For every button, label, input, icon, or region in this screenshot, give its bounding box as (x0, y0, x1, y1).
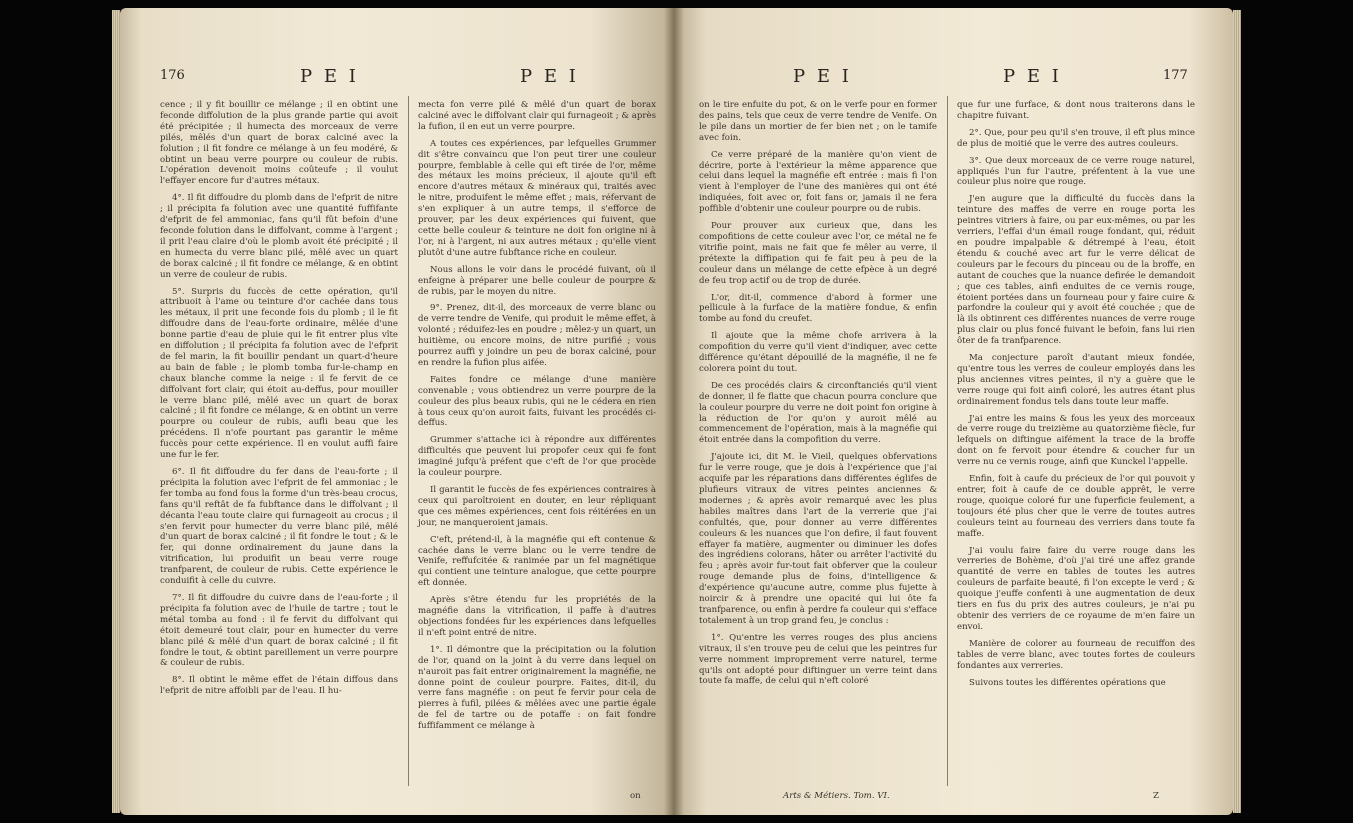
book-gutter (664, 8, 684, 815)
signature-line: Arts & Métiers. Tom. VI. (783, 791, 890, 801)
paragraph: 7°. Il fit diffoudre du cuivre dans de l'eau-forte ; il précipita fa folution avec de l'huile de tartre ; tout le métal tomba au fond : il fe fervit du diffolvant qui étoit demeuré tout clair, pour en humecter du verre blanc pilé & mêlé d'un quart de borax calciné ; il fit fondre le tout, & obtint pareillement un verre pourpre & couleur de rubis. (160, 592, 398, 669)
right-page-column-1 (699, 100, 937, 693)
paragraph: De ces procédés clairs & circonftanciés qu'il vient de donner, il fe flatte que chacun pourra conclure que la couleur pourpre du verre ne doit point fon origine à la réduction de l'or qu'on y auroit mêlé au commencement de l'opération, mais à la magnéfie qui étoit entrée dans la compofition du verre. (699, 380, 937, 446)
paragraph: mecta fon verre pilé & mêlé d'un quart de borax calciné avec le diffolvant clair qui furnageoit ; & après la fufion, il en eut un verre pourpre. (418, 100, 656, 132)
paragraph: cence ; il y fit bouillir ce mélange ; il en obtint une feconde diffolution de la plus grande partie qui avoit été précipitée ; il humecta des morceaux de verre pilés, mêlés d'un quart de borax calciné avec la folution ; il fit fondre ce mélange à un feu modéré, & obtint un beau verre pourpre ou couleur de rubis. L'opération devenoit moins coûteufe ; il voulut l'effayer encore fur d'autres métaux. (160, 100, 398, 187)
paragraph: L'or, dit-il, commence d'abord à former une pellicule à la furface de la matière fondue, & enfin tombe au fond du creufet. (699, 292, 937, 325)
right-page (673, 8, 1233, 815)
page-number-right: 177 (1163, 68, 1188, 83)
paragraph: 2°. Que, pour peu qu'il s'en trouve, il eft plus mince de plus de moitié que le verre des autres couleurs. (957, 127, 1195, 149)
left-page (120, 8, 673, 815)
right-page-column-2 (957, 100, 1195, 694)
paragraph: 3°. Que deux morceaux de ce verre rouge naturel, appliqués l'un fur l'autre, préfentent à la vue une couleur plus noire que rouge. (957, 155, 1195, 188)
paragraph: J'ai entre les mains & fous les yeux des morceaux de verre rouge du treizième au quatorzième fiècle, fur lefquels on diftingue aifément la trace de la broffe dont on fe fervoit pour étendre & coucher fur un verre nu ce vernis rouge, ainfi que Kunckel l'appelle. (957, 413, 1195, 468)
paragraph: J'ai voulu faire faire du verre rouge dans les verreries de Bohème, d'où j'ai tiré une affez grande quantité de verre en tables de toutes les autres couleurs de parfaite beauté, fi l'on excepte le verd ; & quoique j'euffe confenti à une augmentation de deux tiers en fus du prix des autres couleurs, je n'ai pu obtenir des verriers de ce royaume de m'en faire un envoi. (957, 545, 1195, 632)
left-page-column-1 (160, 100, 398, 703)
page-number-left: 176 (160, 68, 185, 83)
paragraph: Ce verre préparé de la manière qu'on vient de décrire, porte à l'extérieur la même apparence que celui dans lequel la magnéfie eft entrée : mais fi l'on vient à l'employer de l'une des manières qui ont été indiquées, foit avec or, foit fans or, jamais il ne fera poffible d'obtenir une couleur pourpre ou de rubis. (699, 149, 937, 215)
paragraph: A toutes ces expériences, par lefquelles Grummer dit s'être convaincu que l'on peut tirer une couleur pourpre, femblable à celle qui eft tirée de l'or, même des métaux les moins précieux, il ajoute qu'il eft encore d'autres métaux & minéraux qui, traités avec le nitre, produifent le même effet ; mais, réfervant de s'en expliquer à un autre temps, il s'efforce de prouver, par les deux expériences qui fuivent, que cette belle couleur & teinture ne doit fon origine ni à l'or, ni à l'argent, ni aux autres métaux ; qu'elle vient plutôt d'une autre fubftance riche en couleur. (418, 138, 656, 258)
paragraph: C'eft, prétend-il, à la magnéfie qui eft contenue & cachée dans le verre blanc ou le verre tendre de Venife, reffufcitée & ranimée par un fel magnétique qui contient une teinture analogue, que cette pourpre eft donnée. (418, 534, 656, 589)
paragraph: J'en augure que la difficulté du fuccès dans la teinture des maffes de verre en rouge porta les peintres vitriers à faire, ou par eux-mêmes, ou par les verriers, l'effai d'un émail rouge fondant, qui, réduit en poudre impalpable & détrempé à l'eau, étoit étendu & couché avec art fur le verre délicat de couleurs par le fecours du pinceau ou de la broffe, en autant de couches que la nuance defirée le demandoit ; que ces tables, ainfi enduites de ce vernis rouge, étoient portées dans un fourneau pour y faire cuire & parfondre la couleur qui y avoit été couchée ; que de là ils obtinrent ces différentes nuances de verre rouge plus clair ou plus foncé fuivant le befoin, fans lui rien ôter de fa tranfparence. (957, 194, 1195, 347)
running-head-right-b: P E I (1003, 66, 1062, 87)
paragraph: que fur une furface, & dont nous traiterons dans le chapitre fuivant. (957, 100, 1195, 121)
running-head-left-a: P E I (300, 66, 359, 87)
paragraph: J'ajoute ici, dit M. le Vieil, quelques obfervations fur le verre rouge, que je dois à l'expérience que j'ai acquife par les réparations dans différentes églifes de plufieurs vitraux de vitres peintes anciennes & modernes ; & après avoir remarqué avec les plus habiles maîtres dans l'art de la verrerie que j'ai confultés, que, pour donner au verre différentes couleurs & les nuances que l'on defire, il faut fouvent effayer fa matière, augmenter ou diminuer les dofes des ingrédiens colorans, hâter ou arrêter l'activité du feu ; après avoir fur-tout fait obferver que la couleur rouge demande plus de foins, d'intelligence & d'expérience qu'aucune autre, comme plus fujette à noircir & à prendre une opacité qui lui ôte fa tranfparence, ou enfin à perdre fa couleur qui s'efface totalement à un trop grand feu, je conclus : (699, 452, 937, 626)
catchword: on (630, 791, 641, 801)
paragraph: 9°. Prenez, dit-il, des morceaux de verre blanc ou de verre tendre de Venife, qui produit le même effet, à volonté ; réduifez-les en poudre ; mêlez-y un quart, un huitième, ou encore moins, de nitre purifié ; vous pourrez auffi y joindre un peu de borax calciné, pour en rendre la fufion plus aifée. (418, 303, 656, 368)
paragraph: 1°. Il démontre que la précipitation ou la folution de l'or, quand on la joint à du verre dans lequel on n'auroit pas fait entrer originairement la magnéfie, ne donne point de couleur pourpre. Faites, dit-il, du verre fans magnéfie : on peut fe fervir pour cela de pierres à fufil, pilées & mêlées avec une partie égale de fel de tartre ou de potaffe : on fait fondre fuffifamment ce mélange à (418, 644, 656, 732)
paragraph: Grummer s'attache ici à répondre aux différentes difficultés que peuvent lui propofer ceux qui fe font imaginé jufqu'à préfent que c'eft de l'or que procède la couleur pourpre. (418, 435, 656, 479)
paragraph: on le tire enfuite du pot, & on le verfe pour en former des pains, tels que ceux de verre tendre de Venife. On le pile dans un mortier de fer bien net ; on le tamife avec foin. (699, 100, 937, 143)
paragraph: Suivons toutes les différentes opérations que (969, 677, 1166, 688)
paragraph: Après s'être étendu fur les propriétés de la magnéfie dans la vitrification, il paffe à d'autres objections fondées fur les expériences dans lefquelles il n'eft point entré de nitre. (418, 595, 656, 638)
paragraph: Ma conjecture paroît d'autant mieux fondée, qu'entre tous les verres de couleur employés dans les plus anciennes vitres peintes, il n'y a guère que le verre rouge qui foit ainfi coloré, les autres étant plus ordinairement fondus tels dans toute leur maffe. (957, 353, 1195, 407)
running-head-left-b: P E I (520, 66, 579, 87)
column-rule (947, 96, 948, 786)
paragraph: Il garantit le fuccès de fes expériences contraires à ceux qui paroîtroient en douter, en leur répliquant que ces mêmes expériences, cent fois réitérées en un jour, ne manqueroient jamais. (418, 485, 656, 528)
paragraph: Manière de colorer au fourneau de recuiffon des tables de verre blanc, avec toutes fortes de couleurs fondantes aux verreries. (957, 638, 1195, 671)
page-edges-right (1233, 10, 1241, 813)
paragraph: 6°. Il fit diffoudre du fer dans de l'eau-forte ; il précipita la folution avec l'efprit de fel ammoniac ; le fer tomba au fond fous la forme d'un très-beau crocus, fans qu'il reftât de fa fubftance dans le diffolvant ; il décanta l'eau toute claire qui furnageoit au crocus ; il s'en fervit pour humecter du verre blanc pilé, mêlé d'un quart de borax calciné ; il fit fondre le tout ; & le fer, qui donne ordinairement du jaune dans la vitrification, lui produifit un beau verre rouge tranfparent, de couleur de rubis. Cette expérience le conduifit à celle du cuivre. (160, 467, 399, 587)
paragraph: Faites fondre ce mélange d'une manière convenable ; vous obtiendrez un verre pourpre de la couleur des plus beaux rubis, qui ne le cédera en rien à tous ceux qu'on auroit faits, fuivant les procédés ci-deffus. (418, 374, 656, 429)
paragraph: Nous allons le voir dans le procédé fuivant, où il enfeigne à préparer une belle couleur de pourpre & de rubis, par le moyen du nitre. (418, 264, 656, 297)
paragraph: Il ajoute que la même chofe arrivera à la compofition du verre qu'il vient d'indiquer, avec cette différence qu'étant dépouillé de la magnéfie, il ne fe colorera point du tout. (699, 331, 937, 374)
paragraph: 1°. Qu'entre les verres rouges des plus anciens vitraux, il s'en trouve peu de celui que les peintres fur verre nomment improprement verre naturel, terme qu'ils ont adopté pour diftinguer un verre teint dans toute fa maffe, de celui qui n'eft coloré (699, 632, 937, 687)
left-page-column-2 (418, 100, 656, 738)
paragraph: Pour prouver aux curieux que, dans les compofitions de cette couleur avec l'or, ce métal ne fe vitrifie point, mais ne fait que fe mêler au verre, il prétexte la diffipation qui fe fait peu à peu de la couleur dans un mélange de cette efpèce à un degré de feu trop actif ou de trop de durée. (699, 221, 937, 286)
sheet-mark: Z (1153, 791, 1159, 801)
page-edges-left (112, 10, 120, 813)
paragraph: Enfin, foit à caufe du précieux de l'or qui pouvoit y entrer, foit à caufe de ce double apprêt, le verre rouge, quoique coloré fur une fuperficie feulement, a toujours été plus cher que le verre de toutes autres couleurs teint au fourneau des verriers dans toute fa maffe. (957, 474, 1195, 539)
column-rule (408, 96, 409, 786)
paragraph: 4°. Il fit diffoudre du plomb dans de l'efprit de nitre ; il précipita fa folution avec une quantité fuffifante d'efprit de fel ammoniac, fans qu'il fût befoin d'une feconde folution dans le diffolvant, comme à l'argent ; il prit l'eau claire d'où le plomb avoit été précipité ; il en humecta du verre blanc pilé, mêlé avec un quart de borax calciné ; il fit fondre ce mélange, & en obtint un verre de couleur de rubis. (160, 193, 398, 280)
running-head-right-a: P E I (793, 66, 852, 87)
paragraph: 5°. Surpris du fuccès de cette opération, qu'il attribuoit à l'ame ou teinture d'or cachée dans tous les métaux, il prit une feconde fois du plomb ; il le fit diffoudre dans de l'eau-forte ordinaire, mêlée d'une bonne partie d'eau de pluie qui le fit entrer plus vîte en diffolution ; il précipita fa folution avec de l'efprit de fel marin, la fit bouillir pendant un quart-d'heure au bain de fable ; le plomb tomba fur-le-champ en chaux blanche comme la neige : il fe fervit de ce diffolvant fort clair, qui étoit au-deffus, pour mouiller le verre blanc pilé, mêlé avec un quart de borax calciné ; il fit fondre ce mélange, & en obtint un verre pourpre ou couleur de rubis, aufli beau que les précédens. Il n'ofe pourtant pas garantir le même fuccès pour cette expérience. Il en voulut auffi faire une fur le fer. (160, 286, 398, 461)
paragraph: 8°. Il obtint le même effet de l'étain diffous dans l'efprit de nitre affoibli par de l'eau. Il hu- (160, 675, 398, 697)
